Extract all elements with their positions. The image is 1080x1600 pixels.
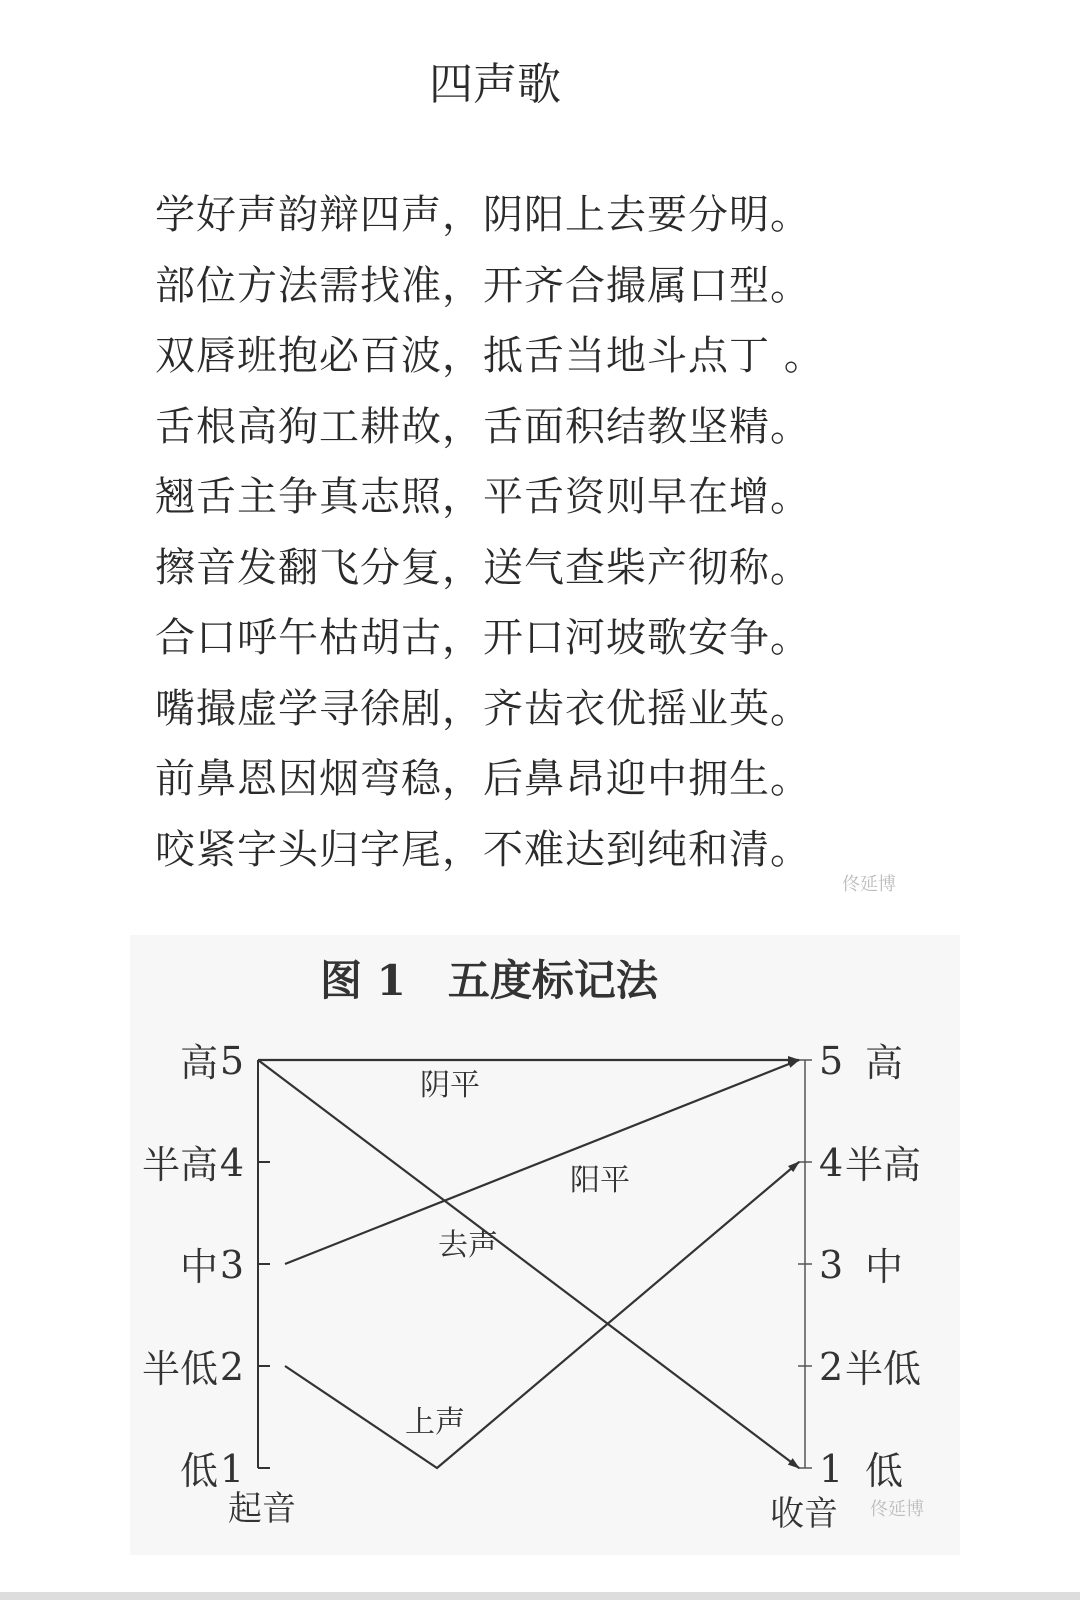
right-level-number: 1 [819, 1447, 844, 1491]
poem-line: 咬紧字头归字尾，不难达到纯和清。 [155, 826, 811, 873]
right-level-label: 高 [865, 1041, 904, 1085]
page-title: 四声歌 [429, 59, 561, 110]
watermark: 佟延博 [870, 1499, 924, 1520]
right-level-number: 5 [819, 1039, 844, 1083]
figure-title: 图 1 五度标记法 [320, 956, 658, 1005]
left-level-label: 中 [179, 1245, 218, 1289]
tone-line-4 [285, 1162, 799, 1468]
left-level-number: 5 [219, 1039, 244, 1083]
tone-label: 阴平 [420, 1068, 480, 1103]
right-level-label: 半高 [845, 1143, 922, 1187]
left-level-label: 低 [179, 1449, 218, 1493]
watermark: 佟延博 [842, 874, 896, 895]
bottom-border [0, 1592, 1080, 1600]
tone-line-3 [258, 1060, 799, 1468]
left-level-number: 2 [219, 1345, 244, 1389]
poem-line: 双唇班抱必百波，抵舌当地斗点丁 。 [155, 333, 825, 379]
left-axis-label: 起音 [228, 1489, 296, 1529]
poem-line: 合口呼午枯胡古，开口河坡歌安争。 [155, 615, 811, 661]
poem-line: 嘴撮虚学寻徐剧，齐齿衣优摇业英。 [155, 685, 811, 732]
left-level-number: 4 [219, 1141, 244, 1185]
tone-label: 阳平 [570, 1163, 630, 1198]
right-level-label: 低 [865, 1449, 904, 1493]
right-level-number: 4 [819, 1141, 844, 1185]
right-axis-label: 收音 [770, 1494, 838, 1534]
left-level-number: 3 [219, 1243, 244, 1287]
right-level-number: 3 [819, 1243, 844, 1287]
left-level-label: 半低 [141, 1347, 218, 1391]
tone-line-2 [285, 1060, 799, 1264]
left-level-number: 1 [219, 1447, 244, 1491]
right-level-number: 2 [819, 1345, 844, 1389]
poem-line: 部位方法需找准，开齐合撮属口型。 [155, 262, 811, 309]
poem-line: 擦音发翻飞分复，送气查柴产彻称。 [155, 544, 811, 591]
poem-line: 前鼻恩因烟弯稳，后鼻昂迎中拥生。 [155, 756, 811, 802]
left-level-label: 半高 [141, 1143, 218, 1187]
tone-label: 去声 [438, 1228, 498, 1263]
tone-label: 上声 [405, 1405, 465, 1440]
poem-line: 翘舌主争真志照，平舌资则早在增。 [155, 474, 811, 520]
poem-line: 舌根高狗工耕故，舌面积结教坚精。 [155, 403, 811, 450]
right-level-label: 半低 [845, 1347, 922, 1391]
poem-line: 学好声韵辩四声，阴阳上去要分明。 [155, 192, 811, 238]
left-level-label: 高 [179, 1041, 218, 1085]
right-level-label: 中 [865, 1245, 904, 1289]
